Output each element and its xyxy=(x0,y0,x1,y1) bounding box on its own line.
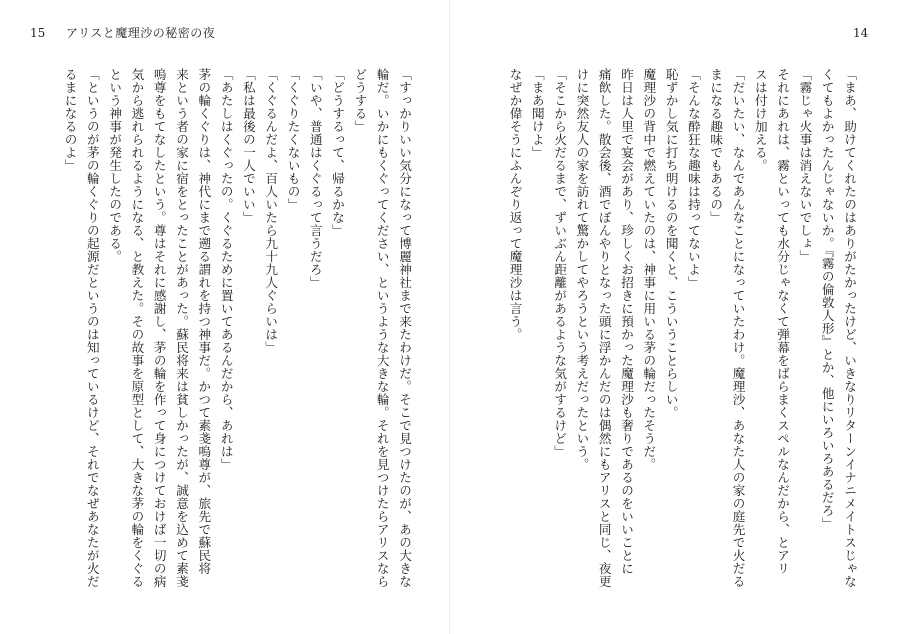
left-page-body xyxy=(40,68,415,608)
text-line: 「すっかりいい気分になって博麗神社まで来たわけだ。そこで見つけたのが、あの大きな xyxy=(397,68,412,588)
text-line: けに突然友人の家を訪れて驚かしてやろうという考えだったという。 xyxy=(574,68,590,471)
text-line: 「そこから火だるまで、ずいぶん距離があるような気がするけど」 xyxy=(552,68,568,458)
text-line: 恥ずかし気に打ち明けるのを聞くと、こういうことらしい。 xyxy=(663,68,679,419)
text-line: 「だいたい、なんであんなことになっていたわけ。魔理沙、あなた人の家の庭先で火だる xyxy=(730,68,746,588)
text-line: 茅の輪くぐりは、神代にまで遡る謂れを持つ神事だ。かつて素戔嗚尊が、旅先で蘇民将 xyxy=(196,68,212,575)
text-line: 嗚尊をもてなしたという。尊はそれに感謝し、茅の輪を作って身につけておけば一切の病 xyxy=(151,68,167,588)
text-line: という神事が発生したのである。 xyxy=(107,68,123,263)
text-line: 「まあ、助けてくれたのはありがたかったけど、いきなりリターンイナニメイトスじゃな xyxy=(842,68,857,588)
text-line: なぜか偉そうにふんぞり返って魔理沙は言う。 xyxy=(507,68,523,341)
text-line: まになる趣味でもあるの」 xyxy=(708,68,724,224)
right-page-body xyxy=(495,68,860,608)
text-line: 「私は最後の一人でいい」 xyxy=(240,68,256,224)
text-line: どうする」 xyxy=(352,68,368,133)
text-line: それにあれは、霧といっても水分じゃなくて弾幕をばらまくスペルなんだから、とアリ xyxy=(775,68,791,575)
text-line: スは付け加える。 xyxy=(752,68,768,172)
text-line: 魔理沙の背中で燃えていたのは、神事に用いる茅の輪だったそうだ。 xyxy=(641,68,657,471)
text-line: 「いや、普通はくぐるって言うだろ」 xyxy=(307,68,323,289)
text-line: 「どうするって、帰るかな」 xyxy=(330,68,346,237)
text-line: るまになるのよ」 xyxy=(62,68,78,172)
text-line: 「まあ聞けよ」 xyxy=(529,68,545,159)
page-gutter xyxy=(449,0,450,634)
text-line: 「というのが茅の輪くぐりの起源だというのは知っているけど、それでなぜあなたが火だ xyxy=(84,68,100,588)
text-line: 「あたしはくぐったの。くぐるために置いてあるんだから、あれは」 xyxy=(218,68,234,471)
running-title: アリスと魔理沙の秘密の夜 xyxy=(66,26,216,40)
text-line: 来という者の家に宿をとったことがあった。蘇民将来は貧しかったが、誠意を込めて素戔 xyxy=(174,68,190,588)
text-line: 「くぐりたくないもの」 xyxy=(285,68,301,211)
left-page-number: 15 xyxy=(30,26,46,40)
text-line: 「くぐるんだよ、百人いたら九十九人ぐらいは」 xyxy=(263,68,279,354)
text-line: 輪だ。いかにもくぐってください、というような大きな輪。それを見つけたらアリスなら xyxy=(374,68,390,588)
text-line: 気から逃れられるようになる、と教えた。その故事を原型として、大きな茅の輪をくぐる xyxy=(129,68,145,588)
text-line: 「そんな酔狂な趣味は持ってないよ」 xyxy=(685,68,701,289)
text-line: 「霧じゃ火事は消えないでしょ」 xyxy=(797,68,813,263)
right-page-number: 14 xyxy=(853,26,869,40)
text-line: くてもよかったんじゃないか。『霧の倫敦人形』とか、他にいろいろあるだろ」 xyxy=(819,68,835,530)
text-line: 痛飲した。散会後、酒でぼんやりとなった頭に浮かんだのは偶然にもアリスと同じ、夜更 xyxy=(596,68,612,588)
text-line: 昨日は人里で宴会があり、珍しくお招きに預かった魔理沙も奢りであるのをいいことに xyxy=(619,68,635,575)
